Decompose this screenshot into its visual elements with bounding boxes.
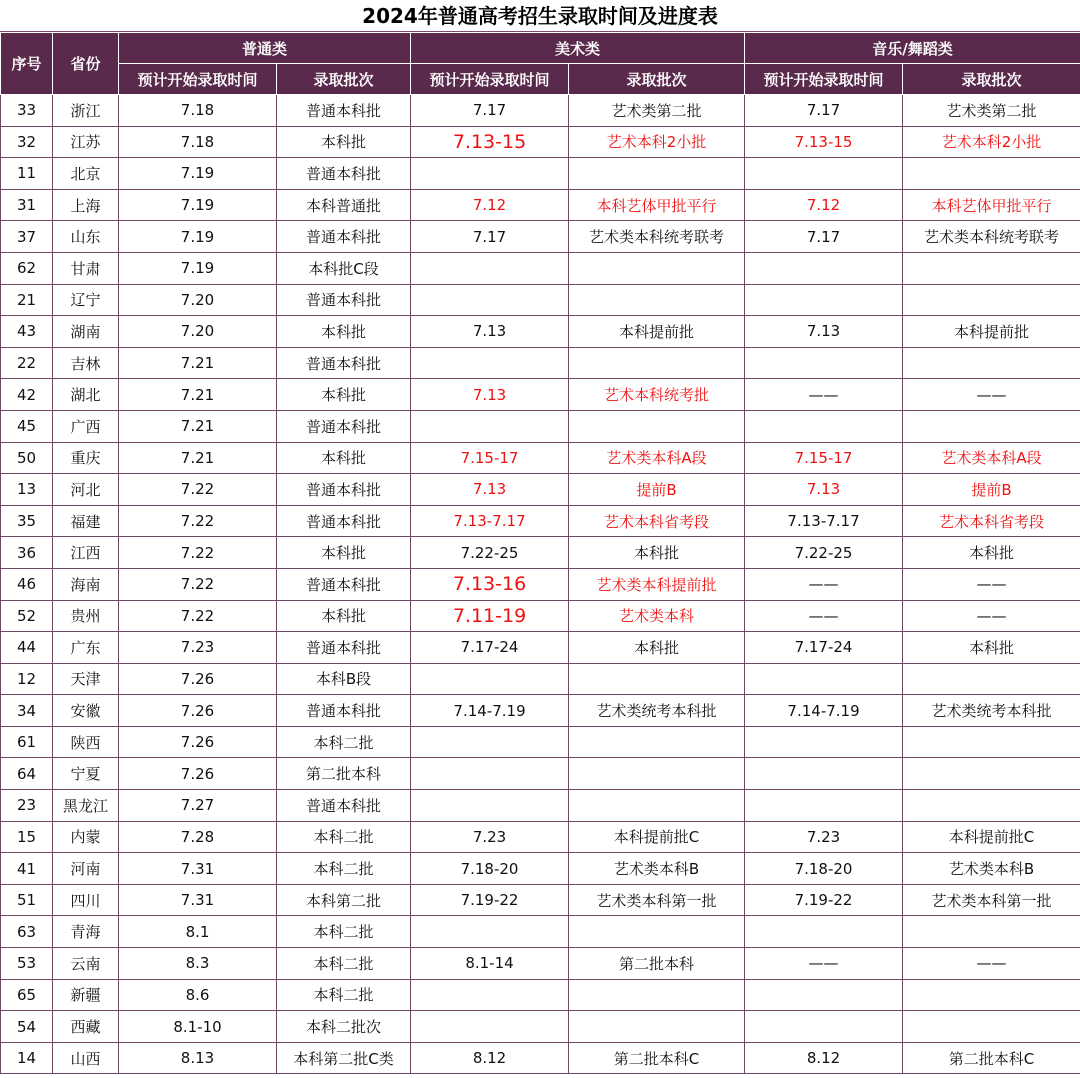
cell-province: 天津 <box>53 663 119 695</box>
table-header <box>1 33 1080 95</box>
cell-music-batch <box>903 158 1080 190</box>
cell-general-batch: 普通本科批 <box>277 95 411 127</box>
table-row <box>1 347 1080 379</box>
cell-music-time: 8.12 <box>745 1042 903 1074</box>
cell-province: 广西 <box>53 410 119 442</box>
cell-province: 河南 <box>53 853 119 885</box>
table-row <box>1 158 1080 190</box>
cell-art-batch: 本科提前批 <box>569 316 745 348</box>
cell-music-batch <box>903 284 1080 316</box>
cell-music-time <box>745 663 903 695</box>
table-row <box>1 884 1080 916</box>
cell-art-batch: 本科批 <box>569 632 745 664</box>
page-title: 2024年普通高考招生录取时间及进度表 <box>0 0 1080 32</box>
cell-general-time: 7.20 <box>119 316 277 348</box>
cell-music-time: —— <box>745 948 903 980</box>
cell-art-batch: 艺术本科省考段 <box>569 505 745 537</box>
cell-art-batch <box>569 284 745 316</box>
table-row <box>1 790 1080 822</box>
cell-music-time: 7.19-22 <box>745 884 903 916</box>
cell-music-time: 7.17-24 <box>745 632 903 664</box>
cell-general-batch: 普通本科批 <box>277 284 411 316</box>
cell-general-time: 8.1-10 <box>119 1011 277 1043</box>
cell-no: 41 <box>1 853 53 885</box>
header-province: 省份 <box>53 33 119 95</box>
cell-general-time: 7.28 <box>119 821 277 853</box>
cell-no: 15 <box>1 821 53 853</box>
cell-art-time: 7.14-7.19 <box>411 695 569 727</box>
table-row <box>1 821 1080 853</box>
cell-general-batch: 普通本科批 <box>277 790 411 822</box>
cell-music-time: 7.17 <box>745 95 903 127</box>
cell-art-time: 7.13-15 <box>411 126 569 158</box>
table-row <box>1 221 1080 253</box>
cell-art-batch <box>569 726 745 758</box>
cell-music-batch: 本科批 <box>903 537 1080 569</box>
cell-general-time: 7.22 <box>119 474 277 506</box>
cell-province: 新疆 <box>53 979 119 1011</box>
cell-general-batch: 第二批本科 <box>277 758 411 790</box>
cell-music-batch: 艺术类本科B <box>903 853 1080 885</box>
cell-music-batch: 艺术类本科统考联考 <box>903 221 1080 253</box>
cell-general-time: 7.21 <box>119 379 277 411</box>
cell-art-time: 7.17 <box>411 221 569 253</box>
cell-music-batch: —— <box>903 379 1080 411</box>
cell-music-time <box>745 347 903 379</box>
cell-art-time <box>411 410 569 442</box>
cell-music-batch: —— <box>903 948 1080 980</box>
cell-art-time: 7.11-19 <box>411 600 569 632</box>
cell-music-batch: 提前B <box>903 474 1080 506</box>
cell-art-batch <box>569 347 745 379</box>
cell-art-time <box>411 1011 569 1043</box>
cell-art-batch <box>569 158 745 190</box>
table-row <box>1 979 1080 1011</box>
cell-music-time: 7.18-20 <box>745 853 903 885</box>
cell-no: 14 <box>1 1042 53 1074</box>
cell-art-time: 7.13 <box>411 474 569 506</box>
cell-music-time <box>745 158 903 190</box>
cell-general-time: 8.13 <box>119 1042 277 1074</box>
cell-music-time: 7.12 <box>745 189 903 221</box>
cell-music-batch <box>903 758 1080 790</box>
cell-general-time: 7.26 <box>119 758 277 790</box>
cell-music-time <box>745 1011 903 1043</box>
cell-no: 22 <box>1 347 53 379</box>
cell-province: 重庆 <box>53 442 119 474</box>
cell-general-time: 7.19 <box>119 221 277 253</box>
cell-music-batch: 艺术类本科第一批 <box>903 884 1080 916</box>
cell-general-time: 7.22 <box>119 600 277 632</box>
cell-general-batch: 本科二批次 <box>277 1011 411 1043</box>
cell-music-time <box>745 726 903 758</box>
cell-music-time: 7.17 <box>745 221 903 253</box>
header-music-time: 预计开始录取时间 <box>745 64 903 95</box>
cell-general-time: 7.31 <box>119 884 277 916</box>
cell-music-batch: 本科批 <box>903 632 1080 664</box>
cell-no: 61 <box>1 726 53 758</box>
cell-province: 山西 <box>53 1042 119 1074</box>
cell-art-batch <box>569 410 745 442</box>
table-row <box>1 126 1080 158</box>
cell-music-batch <box>903 410 1080 442</box>
cell-general-batch: 普通本科批 <box>277 695 411 727</box>
cell-art-batch: 第二批本科C <box>569 1042 745 1074</box>
cell-music-batch: 艺术类统考本科批 <box>903 695 1080 727</box>
cell-no: 21 <box>1 284 53 316</box>
cell-province: 浙江 <box>53 95 119 127</box>
cell-art-batch <box>569 758 745 790</box>
cell-general-batch: 普通本科批 <box>277 347 411 379</box>
cell-general-batch: 普通本科批 <box>277 632 411 664</box>
cell-no: 44 <box>1 632 53 664</box>
cell-art-batch: 艺术类本科 <box>569 600 745 632</box>
header-art-time: 预计开始录取时间 <box>411 64 569 95</box>
cell-province: 宁夏 <box>53 758 119 790</box>
cell-art-time: 7.12 <box>411 189 569 221</box>
cell-general-time: 8.6 <box>119 979 277 1011</box>
cell-music-batch: —— <box>903 600 1080 632</box>
cell-art-time <box>411 252 569 284</box>
cell-province: 甘肃 <box>53 252 119 284</box>
cell-general-batch: 本科二批 <box>277 821 411 853</box>
cell-music-time <box>745 979 903 1011</box>
cell-general-time: 7.18 <box>119 95 277 127</box>
cell-music-time: 7.14-7.19 <box>745 695 903 727</box>
cell-music-time <box>745 284 903 316</box>
cell-province: 黑龙江 <box>53 790 119 822</box>
cell-no: 13 <box>1 474 53 506</box>
cell-music-time: 7.22-25 <box>745 537 903 569</box>
cell-music-batch <box>903 347 1080 379</box>
cell-no: 63 <box>1 916 53 948</box>
table-row <box>1 916 1080 948</box>
cell-province: 江苏 <box>53 126 119 158</box>
cell-province: 广东 <box>53 632 119 664</box>
table-body <box>1 95 1080 1074</box>
cell-province: 安徽 <box>53 695 119 727</box>
cell-music-batch: 本科提前批C <box>903 821 1080 853</box>
table-row <box>1 948 1080 980</box>
cell-no: 46 <box>1 568 53 600</box>
cell-art-batch: 艺术类本科B <box>569 853 745 885</box>
cell-general-time: 7.22 <box>119 568 277 600</box>
cell-no: 35 <box>1 505 53 537</box>
table-row <box>1 442 1080 474</box>
cell-province: 辽宁 <box>53 284 119 316</box>
cell-no: 31 <box>1 189 53 221</box>
cell-art-batch: 本科艺体甲批平行 <box>569 189 745 221</box>
cell-art-batch <box>569 790 745 822</box>
cell-general-batch: 本科批 <box>277 537 411 569</box>
cell-art-time: 7.17-24 <box>411 632 569 664</box>
cell-music-time <box>745 252 903 284</box>
cell-general-batch: 本科二批 <box>277 948 411 980</box>
cell-general-batch: 普通本科批 <box>277 474 411 506</box>
cell-province: 贵州 <box>53 600 119 632</box>
cell-music-time <box>745 410 903 442</box>
cell-no: 45 <box>1 410 53 442</box>
cell-art-time <box>411 916 569 948</box>
cell-no: 50 <box>1 442 53 474</box>
table-row <box>1 1042 1080 1074</box>
cell-art-time: 7.13-16 <box>411 568 569 600</box>
header-group-general: 普通类 <box>119 33 411 64</box>
cell-music-time: 7.13 <box>745 316 903 348</box>
admission-table <box>0 32 1080 1074</box>
table-row <box>1 189 1080 221</box>
cell-art-batch: 艺术类本科统考联考 <box>569 221 745 253</box>
cell-music-time <box>745 916 903 948</box>
cell-music-time: 7.23 <box>745 821 903 853</box>
cell-province: 山东 <box>53 221 119 253</box>
cell-general-time: 7.27 <box>119 790 277 822</box>
cell-general-time: 7.19 <box>119 189 277 221</box>
cell-general-batch: 普通本科批 <box>277 158 411 190</box>
cell-art-time <box>411 758 569 790</box>
cell-no: 33 <box>1 95 53 127</box>
cell-art-batch <box>569 663 745 695</box>
cell-general-time: 7.18 <box>119 126 277 158</box>
cell-province: 福建 <box>53 505 119 537</box>
cell-music-batch <box>903 663 1080 695</box>
cell-province: 陕西 <box>53 726 119 758</box>
cell-general-batch: 本科B段 <box>277 663 411 695</box>
cell-general-time: 7.19 <box>119 158 277 190</box>
cell-general-batch: 本科二批 <box>277 726 411 758</box>
cell-music-batch <box>903 726 1080 758</box>
cell-province: 河北 <box>53 474 119 506</box>
cell-art-time <box>411 979 569 1011</box>
cell-art-batch: 艺术类本科第一批 <box>569 884 745 916</box>
cell-art-batch: 第二批本科 <box>569 948 745 980</box>
cell-music-time: 7.15-17 <box>745 442 903 474</box>
cell-music-batch: —— <box>903 568 1080 600</box>
cell-art-time: 7.23 <box>411 821 569 853</box>
cell-art-time <box>411 726 569 758</box>
cell-art-batch <box>569 1011 745 1043</box>
table-row <box>1 505 1080 537</box>
cell-music-time: —— <box>745 600 903 632</box>
cell-art-time: 7.17 <box>411 95 569 127</box>
cell-general-time: 7.22 <box>119 505 277 537</box>
cell-art-batch: 艺术类统考本科批 <box>569 695 745 727</box>
cell-province: 北京 <box>53 158 119 190</box>
cell-art-time: 7.18-20 <box>411 853 569 885</box>
cell-no: 12 <box>1 663 53 695</box>
cell-general-time: 7.31 <box>119 853 277 885</box>
cell-art-time <box>411 347 569 379</box>
cell-province: 云南 <box>53 948 119 980</box>
cell-no: 62 <box>1 252 53 284</box>
cell-general-time: 8.1 <box>119 916 277 948</box>
cell-music-time: 7.13-7.17 <box>745 505 903 537</box>
table-row <box>1 537 1080 569</box>
cell-province: 内蒙 <box>53 821 119 853</box>
table-row <box>1 1011 1080 1043</box>
cell-general-batch: 本科二批 <box>277 916 411 948</box>
cell-art-batch: 本科批 <box>569 537 745 569</box>
cell-general-batch: 本科第二批C类 <box>277 1042 411 1074</box>
cell-general-time: 7.26 <box>119 663 277 695</box>
cell-music-batch <box>903 252 1080 284</box>
cell-art-batch <box>569 979 745 1011</box>
cell-art-batch: 艺术本科统考批 <box>569 379 745 411</box>
cell-general-batch: 本科批 <box>277 442 411 474</box>
cell-general-batch: 普通本科批 <box>277 221 411 253</box>
cell-province: 海南 <box>53 568 119 600</box>
cell-province: 青海 <box>53 916 119 948</box>
header-group-music-dance: 音乐/舞蹈类 <box>745 33 1080 64</box>
cell-general-batch: 本科普通批 <box>277 189 411 221</box>
cell-music-batch <box>903 790 1080 822</box>
cell-art-batch: 艺术类第二批 <box>569 95 745 127</box>
header-art-batch: 录取批次 <box>569 64 745 95</box>
cell-general-batch: 本科批 <box>277 126 411 158</box>
cell-music-batch: 艺术本科2小批 <box>903 126 1080 158</box>
cell-art-time: 7.19-22 <box>411 884 569 916</box>
cell-general-batch: 普通本科批 <box>277 505 411 537</box>
table-row <box>1 853 1080 885</box>
cell-art-batch <box>569 252 745 284</box>
cell-art-time <box>411 158 569 190</box>
table-row <box>1 379 1080 411</box>
cell-art-time: 8.12 <box>411 1042 569 1074</box>
cell-general-time: 7.26 <box>119 695 277 727</box>
cell-province: 江西 <box>53 537 119 569</box>
cell-art-batch: 艺术类本科提前批 <box>569 568 745 600</box>
table-row <box>1 758 1080 790</box>
cell-general-time: 7.26 <box>119 726 277 758</box>
cell-no: 42 <box>1 379 53 411</box>
cell-no: 11 <box>1 158 53 190</box>
cell-no: 51 <box>1 884 53 916</box>
table-row <box>1 726 1080 758</box>
table-row <box>1 632 1080 664</box>
cell-no: 54 <box>1 1011 53 1043</box>
table-row <box>1 95 1080 127</box>
cell-province: 四川 <box>53 884 119 916</box>
cell-general-batch: 本科批 <box>277 316 411 348</box>
cell-music-batch <box>903 916 1080 948</box>
cell-province: 上海 <box>53 189 119 221</box>
cell-general-time: 7.23 <box>119 632 277 664</box>
header-general-batch: 录取批次 <box>277 64 411 95</box>
cell-music-batch: 本科提前批 <box>903 316 1080 348</box>
table-row <box>1 663 1080 695</box>
cell-general-time: 7.22 <box>119 537 277 569</box>
cell-art-time <box>411 790 569 822</box>
cell-art-time: 7.13-7.17 <box>411 505 569 537</box>
cell-music-time <box>745 758 903 790</box>
cell-no: 65 <box>1 979 53 1011</box>
cell-general-batch: 普通本科批 <box>277 410 411 442</box>
cell-general-time: 7.21 <box>119 347 277 379</box>
cell-art-time: 7.13 <box>411 379 569 411</box>
table-row <box>1 474 1080 506</box>
cell-art-batch: 提前B <box>569 474 745 506</box>
header-general-time: 预计开始录取时间 <box>119 64 277 95</box>
cell-no: 23 <box>1 790 53 822</box>
cell-art-batch: 艺术类本科A段 <box>569 442 745 474</box>
header-group-art: 美术类 <box>411 33 745 64</box>
cell-no: 36 <box>1 537 53 569</box>
cell-no: 52 <box>1 600 53 632</box>
table-row <box>1 568 1080 600</box>
cell-art-time: 7.15-17 <box>411 442 569 474</box>
cell-no: 34 <box>1 695 53 727</box>
cell-music-batch: 艺术本科省考段 <box>903 505 1080 537</box>
cell-no: 37 <box>1 221 53 253</box>
cell-art-time: 7.22-25 <box>411 537 569 569</box>
cell-music-batch <box>903 1011 1080 1043</box>
cell-general-batch: 本科二批 <box>277 979 411 1011</box>
cell-music-time <box>745 790 903 822</box>
cell-music-time: —— <box>745 568 903 600</box>
cell-no: 53 <box>1 948 53 980</box>
cell-music-batch: 第二批本科C <box>903 1042 1080 1074</box>
cell-music-batch: 本科艺体甲批平行 <box>903 189 1080 221</box>
table-row <box>1 316 1080 348</box>
cell-province: 湖北 <box>53 379 119 411</box>
cell-music-batch: 艺术类本科A段 <box>903 442 1080 474</box>
header-no: 序号 <box>1 33 53 95</box>
cell-music-time: 7.13 <box>745 474 903 506</box>
cell-no: 64 <box>1 758 53 790</box>
cell-general-time: 7.20 <box>119 284 277 316</box>
cell-art-time <box>411 663 569 695</box>
cell-music-time: —— <box>745 379 903 411</box>
cell-music-batch: 艺术类第二批 <box>903 95 1080 127</box>
cell-art-time: 8.1-14 <box>411 948 569 980</box>
cell-general-batch: 本科批 <box>277 379 411 411</box>
cell-province: 西藏 <box>53 1011 119 1043</box>
cell-general-batch: 本科二批 <box>277 853 411 885</box>
cell-music-batch <box>903 979 1080 1011</box>
cell-general-time: 8.3 <box>119 948 277 980</box>
cell-no: 43 <box>1 316 53 348</box>
header-music-batch: 录取批次 <box>903 64 1080 95</box>
cell-province: 吉林 <box>53 347 119 379</box>
table-row <box>1 252 1080 284</box>
cell-art-batch: 艺术本科2小批 <box>569 126 745 158</box>
table-row <box>1 695 1080 727</box>
cell-general-time: 7.21 <box>119 442 277 474</box>
table-row <box>1 284 1080 316</box>
cell-no: 32 <box>1 126 53 158</box>
cell-general-batch: 本科批 <box>277 600 411 632</box>
cell-general-time: 7.21 <box>119 410 277 442</box>
cell-general-batch: 普通本科批 <box>277 568 411 600</box>
cell-art-time: 7.13 <box>411 316 569 348</box>
table-row <box>1 410 1080 442</box>
cell-art-batch <box>569 916 745 948</box>
cell-general-batch: 本科第二批 <box>277 884 411 916</box>
cell-general-batch: 本科批C段 <box>277 252 411 284</box>
cell-art-batch: 本科提前批C <box>569 821 745 853</box>
table-row <box>1 600 1080 632</box>
cell-general-time: 7.19 <box>119 252 277 284</box>
cell-province: 湖南 <box>53 316 119 348</box>
cell-art-time <box>411 284 569 316</box>
cell-music-time: 7.13-15 <box>745 126 903 158</box>
